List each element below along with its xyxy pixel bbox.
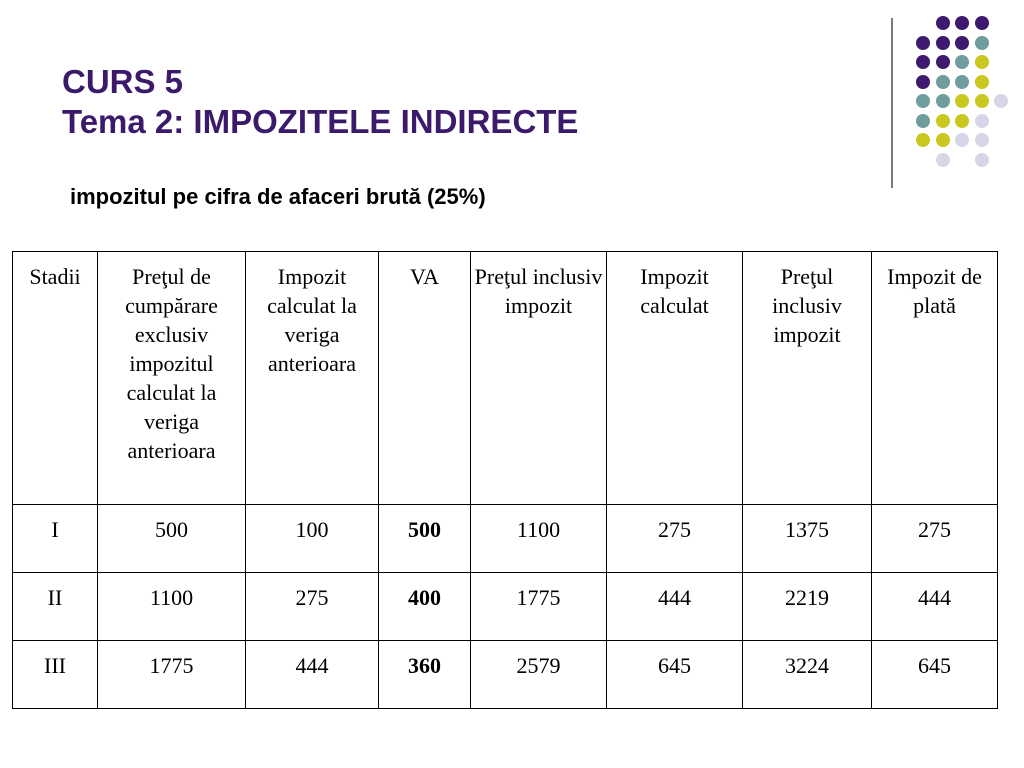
table-cell: 444 <box>246 641 379 709</box>
decorative-divider <box>891 18 893 188</box>
decorative-dot <box>916 55 930 69</box>
decorative-dot <box>955 36 969 50</box>
header-stadii: Stadii <box>13 252 98 505</box>
decorative-dot <box>936 133 950 147</box>
title-line-2: Tema 2: IMPOZITELE INDIRECTE <box>62 103 579 140</box>
table-cell: III <box>13 641 98 709</box>
decorative-dot <box>975 133 989 147</box>
table-cell: 1775 <box>98 641 246 709</box>
decorative-dot <box>916 36 930 50</box>
decorative-dot <box>916 94 930 108</box>
decorative-dot <box>936 55 950 69</box>
header-va: VA <box>379 252 471 505</box>
table-cell: 1375 <box>743 505 872 573</box>
decorative-dot <box>936 36 950 50</box>
decorative-dot <box>975 16 989 30</box>
table-cell-va: 400 <box>379 573 471 641</box>
table-row <box>13 573 998 641</box>
decorative-dot <box>975 36 989 50</box>
decorative-dot <box>955 55 969 69</box>
table-cell: 1775 <box>471 573 607 641</box>
header-pret-cumparare: Preţul de cumpărare exclusiv impozitul calculat la veriga anterioara <box>98 252 246 505</box>
table-cell: 444 <box>607 573 743 641</box>
table-cell: 275 <box>607 505 743 573</box>
decorative-dot <box>975 75 989 89</box>
decorative-dot <box>936 153 950 167</box>
slide-title <box>62 62 578 142</box>
decorative-dot <box>916 114 930 128</box>
table-cell: 500 <box>98 505 246 573</box>
table-cell: I <box>13 505 98 573</box>
header-pret-inclusiv-impozit-2: Preţul inclusiv impozit <box>743 252 872 505</box>
table-row <box>13 505 998 573</box>
header-impozit-calculat: Impozit calculat <box>607 252 743 505</box>
header-pret-inclusiv-impozit: Preţul inclusiv impozit <box>471 252 607 505</box>
table-cell: 2219 <box>743 573 872 641</box>
table-cell-va: 500 <box>379 505 471 573</box>
decorative-dot <box>955 75 969 89</box>
tax-table <box>12 251 998 709</box>
table-cell: 645 <box>872 641 998 709</box>
decorative-dot <box>975 55 989 69</box>
decorative-dot <box>975 114 989 128</box>
decorative-dot <box>994 94 1008 108</box>
table-cell: 444 <box>872 573 998 641</box>
table-cell: 645 <box>607 641 743 709</box>
table-cell: 275 <box>872 505 998 573</box>
decorative-dot <box>955 94 969 108</box>
table-cell: 275 <box>246 573 379 641</box>
decorative-dot <box>936 94 950 108</box>
decorative-dot <box>936 114 950 128</box>
title-line-1: CURS 5 <box>62 63 184 100</box>
decorative-dot <box>975 94 989 108</box>
table-cell: II <box>13 573 98 641</box>
decorative-dot <box>916 133 930 147</box>
decorative-dot <box>955 133 969 147</box>
slide-subtitle: impozitul pe cifra de afaceri brută (25%) <box>70 184 486 209</box>
header-impozit-veriga-anterioara: Impozit calculat la veriga anterioara <box>246 252 379 505</box>
table-cell: 3224 <box>743 641 872 709</box>
table-row <box>13 641 998 709</box>
table-cell: 1100 <box>471 505 607 573</box>
table-cell-va: 360 <box>379 641 471 709</box>
table-cell: 2579 <box>471 641 607 709</box>
decorative-dot <box>936 75 950 89</box>
table-cell: 1100 <box>98 573 246 641</box>
table-cell: 100 <box>246 505 379 573</box>
table-header-row <box>13 252 998 505</box>
decorative-dot <box>955 16 969 30</box>
decorative-dot <box>936 16 950 30</box>
decorative-dot <box>955 114 969 128</box>
header-impozit-de-plata: Impozit de plată <box>872 252 998 505</box>
decorative-dot <box>975 153 989 167</box>
decorative-dot <box>916 75 930 89</box>
